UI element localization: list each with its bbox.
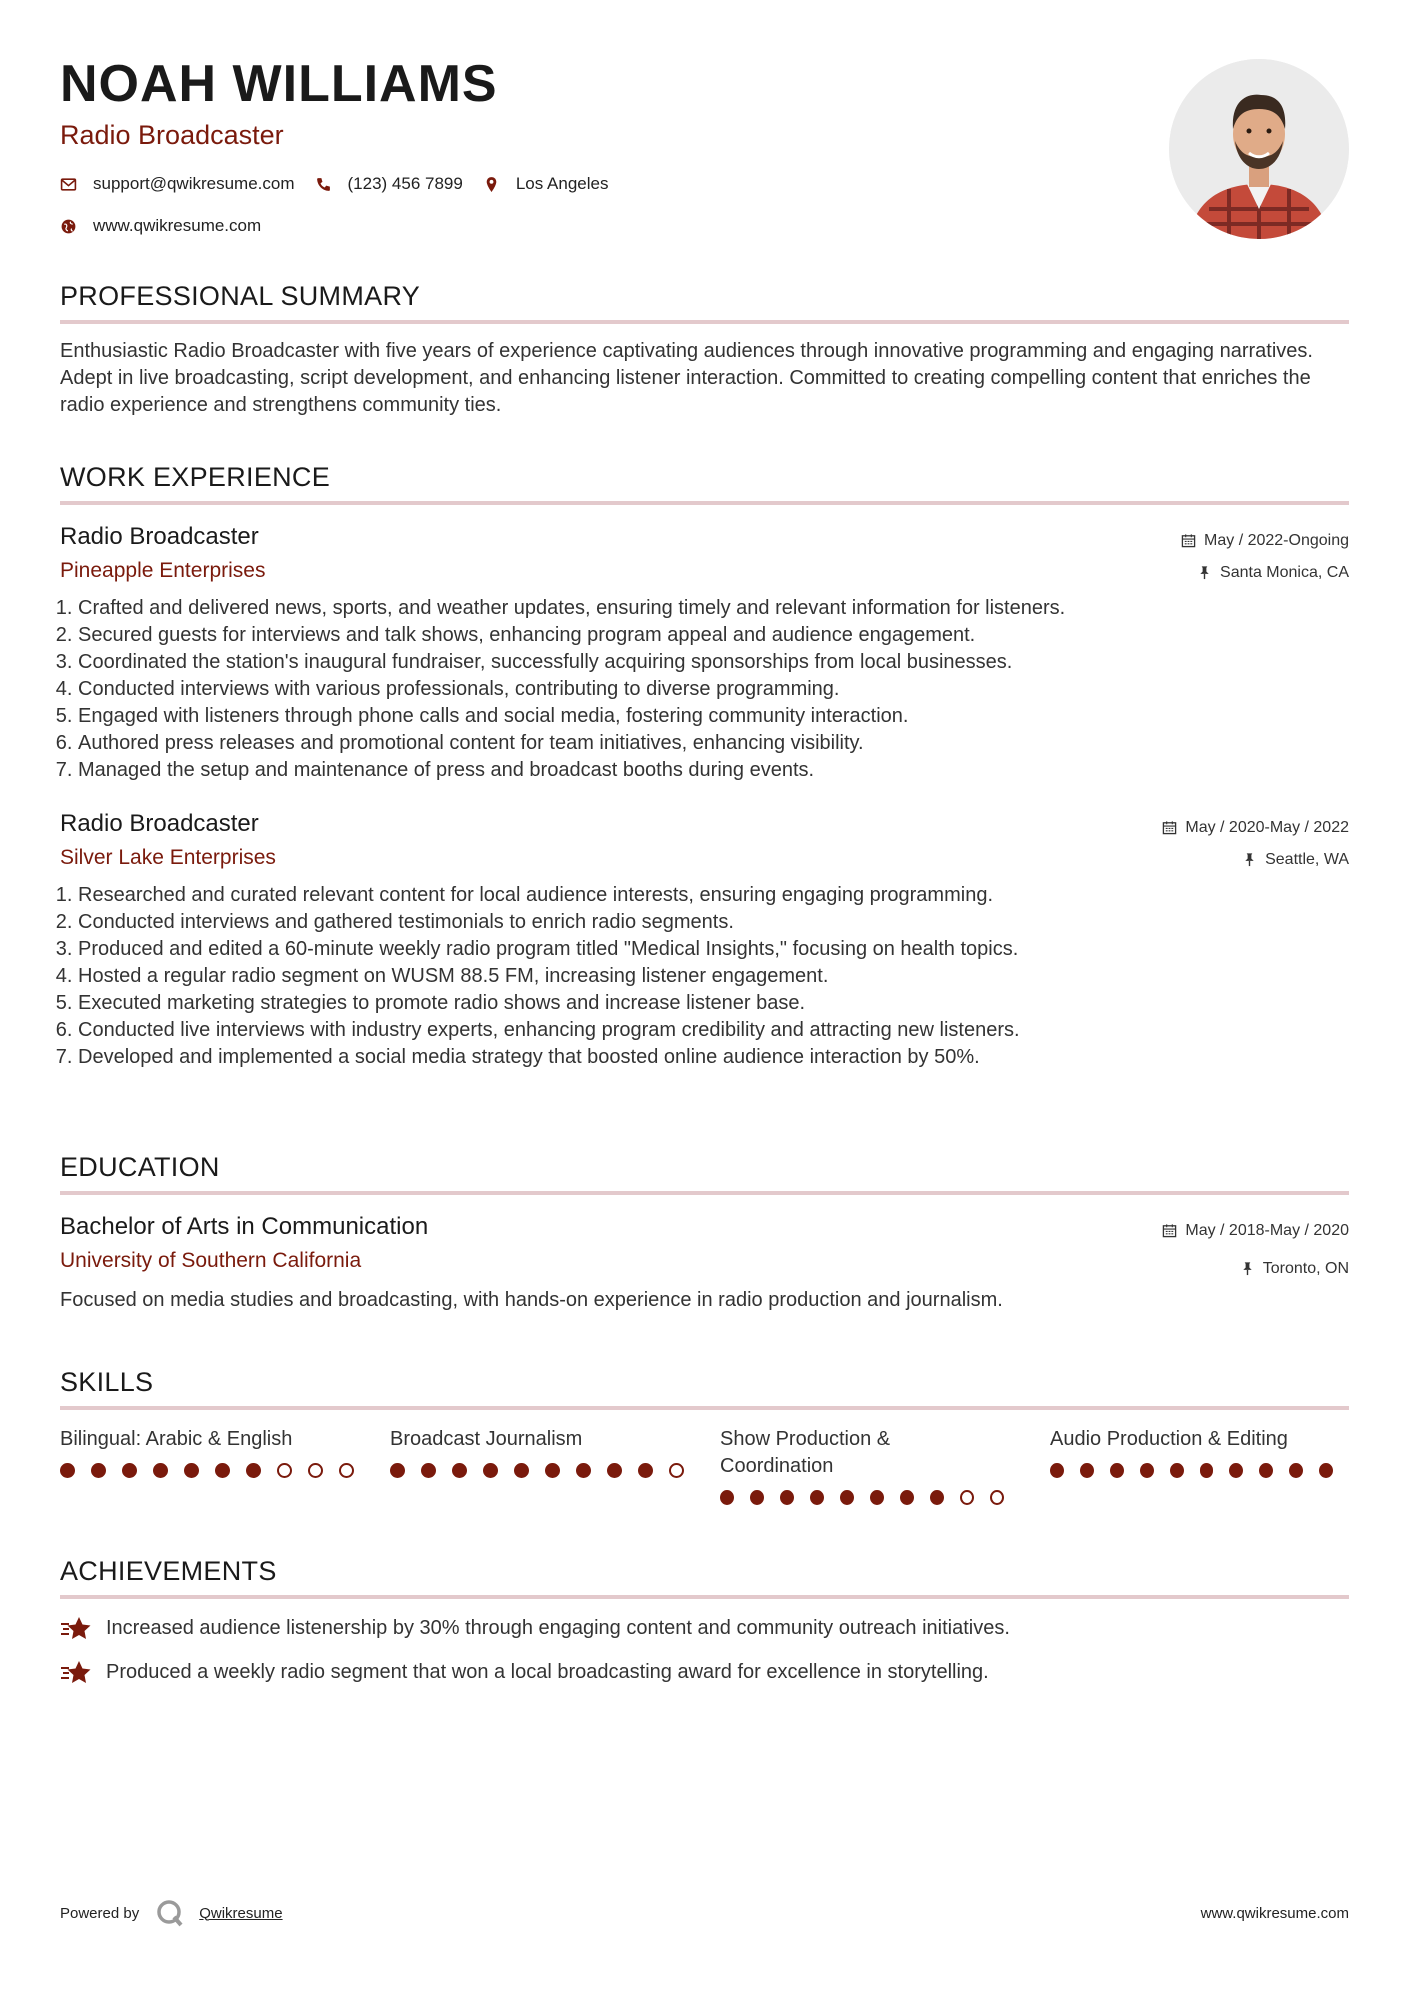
rating-dot-filled [900, 1490, 914, 1505]
candidate-name: NOAH WILLIAMS [60, 55, 498, 113]
rating-dot-filled [780, 1490, 794, 1505]
calendar-icon [1162, 1223, 1177, 1238]
rating-dot-filled [122, 1463, 137, 1478]
map-pin-icon [483, 176, 500, 193]
skill-item [60, 1426, 390, 1505]
rating-dot-filled [638, 1463, 653, 1478]
calendar-icon [1181, 533, 1196, 548]
rating-dot-filled [720, 1490, 734, 1505]
rating-dot-filled [215, 1463, 230, 1478]
job-title: Radio Broadcaster [60, 809, 259, 837]
skill-name: Broadcast Journalism [390, 1427, 583, 1450]
star-award-icon [60, 1615, 92, 1643]
rating-dot-filled [545, 1463, 560, 1478]
list-item: 2. Conducted interviews and gathered testimonials to enrich radio segments. [78, 909, 1349, 936]
experience-heading: WORK EXPERIENCE [60, 463, 1349, 505]
rating-dot-filled [750, 1490, 764, 1505]
job-bullets [60, 595, 1349, 784]
envelope-icon [60, 176, 77, 193]
list-item: 7. Managed the setup and maintenance of press and broadcast booths during events. [78, 757, 1349, 784]
school: University of Southern California [60, 1248, 362, 1272]
contact-info [60, 172, 628, 256]
skill-rating [60, 1463, 390, 1478]
location-text: Los Angeles [515, 174, 609, 193]
job-location: Seattle, WA [1265, 850, 1349, 868]
rating-dot-filled [452, 1463, 467, 1478]
email-text: support@qwikresume.com [93, 174, 295, 193]
contact-phone[interactable] [315, 174, 463, 194]
summary-section [60, 282, 1349, 419]
pushpin-icon [1242, 852, 1257, 867]
footer [60, 1898, 1349, 1928]
rating-dot-empty [990, 1490, 1004, 1505]
phone-icon [315, 176, 332, 193]
rating-dot-filled [1200, 1463, 1214, 1478]
achievement-item [60, 1615, 1349, 1643]
list-item: 4. Hosted a regular radio segment on WUSM 88.5 FM, increasing listener engagement. [78, 963, 1349, 990]
job-title: Radio Broadcaster [60, 522, 259, 550]
achievement-text: Produced a weekly radio segment that won a local broadcasting award for excellence in storytelling. [106, 1661, 989, 1684]
job-company: Silver Lake Enterprises [60, 845, 276, 869]
rating-dot-filled [1259, 1463, 1273, 1478]
rating-dot-filled [1319, 1463, 1333, 1478]
list-item: 3. Produced and edited a 60-minute weekly radio program titled "Medical Insights," focusing on health topics. [78, 936, 1349, 963]
list-item: 4. Conducted interviews with various professionals, contributing to diverse programming. [78, 676, 1349, 703]
list-item: 5. Executed marketing strategies to promote radio shows and increase listener base. [78, 990, 1349, 1017]
job-location: Santa Monica, CA [1220, 563, 1349, 581]
calendar-icon [1162, 820, 1177, 835]
rating-dot-filled [514, 1463, 529, 1478]
rating-dot-filled [930, 1490, 944, 1505]
rating-dot-filled [421, 1463, 436, 1478]
skills-list [60, 1426, 1349, 1505]
list-item: 6. Authored press releases and promotional content for team initiatives, enhancing visibility. [78, 730, 1349, 757]
skill-rating [1050, 1463, 1349, 1478]
achievements-heading: ACHIEVEMENTS [60, 1557, 1349, 1599]
website-text: www.qwikresume.com [93, 216, 262, 235]
job-entry [60, 810, 1349, 1071]
rating-dot-filled [1170, 1463, 1184, 1478]
powered-by [60, 1898, 283, 1928]
education-location: Toronto, ON [1262, 1259, 1349, 1277]
achievement-item [60, 1659, 1349, 1687]
rating-dot-empty [339, 1463, 354, 1478]
rating-dot-filled [1080, 1463, 1094, 1478]
list-item: 3. Coordinated the station's inaugural fundraiser, successfully acquiring sponsorships from local businesses. [78, 649, 1349, 676]
rating-dot-filled [60, 1463, 75, 1478]
resume-page [60, 0, 1349, 1990]
skills-section [60, 1368, 1349, 1505]
list-item: 1. Crafted and delivered news, sports, and weather updates, ensuring timely and relevant information for listeners. [78, 595, 1349, 622]
candidate-title: Radio Broadcaster [60, 120, 284, 150]
rating-dot-filled [390, 1463, 405, 1478]
skill-item [1050, 1426, 1349, 1505]
profile-photo-illustration [1169, 59, 1349, 239]
rating-dot-empty [669, 1463, 684, 1478]
profile-photo [1169, 59, 1349, 239]
contact-location [483, 174, 609, 194]
rating-dot-filled [810, 1490, 824, 1505]
job-dates: May / 2020-May / 2022 [1185, 818, 1349, 836]
education-entry [60, 1213, 1349, 1314]
degree: Bachelor of Arts in Communication [60, 1212, 429, 1240]
summary-text: Enthusiastic Radio Broadcaster with five years of experience captivating audiences through innovative programming and engaging narratives. Adept in live broadcasting, script development, and enhancing listener interaction. Committed to creating compelling content that enriches the radio experience and strengthens community ties. [60, 339, 1313, 416]
education-section [60, 1153, 1349, 1314]
skill-item [720, 1426, 1020, 1505]
skill-name: Show Production & Coordination [720, 1427, 891, 1477]
phone-text: (123) 456 7899 [347, 174, 463, 193]
rating-dot-filled [483, 1463, 498, 1478]
powered-by-label: Powered by [60, 1904, 140, 1922]
rating-dot-filled [1050, 1463, 1064, 1478]
rating-dot-filled [1110, 1463, 1124, 1478]
contact-website[interactable] [60, 216, 261, 236]
skills-heading: SKILLS [60, 1368, 1349, 1410]
skill-rating [720, 1490, 1020, 1505]
rating-dot-filled [1289, 1463, 1303, 1478]
rating-dot-filled [840, 1490, 854, 1505]
list-item: 6. Conducted live interviews with industry experts, enhancing program credibility and attracting new listeners. [78, 1017, 1349, 1044]
skill-rating [390, 1463, 720, 1478]
job-entry [60, 523, 1349, 784]
star-award-icon [60, 1659, 92, 1687]
list-item: 1. Researched and curated relevant content for local audience interests, ensuring engaging programming. [78, 882, 1349, 909]
rating-dot-empty [308, 1463, 323, 1478]
skill-name: Bilingual: Arabic & English [60, 1427, 293, 1450]
rating-dot-empty [277, 1463, 292, 1478]
qwikresume-logo-icon [155, 1898, 185, 1928]
pushpin-icon [1240, 1261, 1255, 1276]
rating-dot-filled [1229, 1463, 1243, 1478]
rating-dot-empty [960, 1490, 974, 1505]
job-bullets [60, 882, 1349, 1071]
contact-email[interactable] [60, 174, 295, 194]
pushpin-icon [1197, 565, 1212, 580]
rating-dot-filled [1140, 1463, 1154, 1478]
job-company: Pineapple Enterprises [60, 558, 266, 582]
footer-website[interactable]: www.qwikresume.com [1200, 1904, 1349, 1922]
brand-link[interactable]: Qwikresume [199, 1904, 283, 1922]
summary-heading: PROFESSIONAL SUMMARY [60, 282, 1349, 324]
globe-icon [60, 218, 77, 235]
education-dates: May / 2018-May / 2020 [1185, 1221, 1349, 1239]
list-item: 5. Engaged with listeners through phone calls and social media, fostering community interaction. [78, 703, 1349, 730]
rating-dot-filled [184, 1463, 199, 1478]
achievements-section [60, 1557, 1349, 1687]
education-heading: EDUCATION [60, 1153, 1349, 1195]
skill-item [390, 1426, 720, 1505]
experience-section [60, 463, 1349, 1071]
education-description: Focused on media studies and broadcasting, with hands-on experience in radio production and journalism. [60, 1288, 1003, 1311]
list-item: 7. Developed and implemented a social media strategy that boosted online audience interaction by 50%. [78, 1044, 1349, 1071]
rating-dot-filled [91, 1463, 106, 1478]
rating-dot-filled [246, 1463, 261, 1478]
rating-dot-filled [607, 1463, 622, 1478]
achievement-text: Increased audience listenership by 30% through engaging content and community outreach initiatives. [106, 1617, 1010, 1640]
skill-name: Audio Production & Editing [1050, 1427, 1288, 1450]
list-item: 2. Secured guests for interviews and talk shows, enhancing program appeal and audience engagement. [78, 622, 1349, 649]
rating-dot-filled [870, 1490, 884, 1505]
rating-dot-filled [576, 1463, 591, 1478]
rating-dot-filled [153, 1463, 168, 1478]
job-dates: May / 2022-Ongoing [1204, 531, 1349, 549]
